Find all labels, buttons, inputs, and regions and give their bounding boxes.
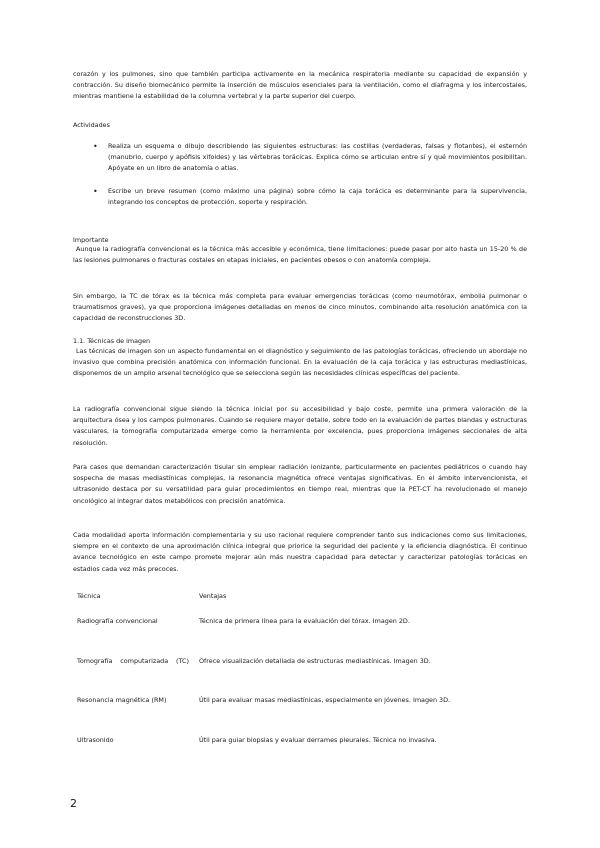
important-paragraph-1: Aunque la radiografía convencional es la técnica más accesible y económica, tiene limitaciones: puede pasar por alto hasta un 15-20 % de las lesiones pulmonares o fracturas costales en etapas iniciales, en pacientes obesos o con anatomía compleja. bbox=[73, 245, 527, 265]
page-number: 2 bbox=[70, 797, 77, 810]
section-paragraph-1: Las técnicas de imagen son un aspecto fundamental en el diagnóstico y seguimiento de las patologías torácicas, ofreciendo un abordaje no invasivo que combina precisión anatómica con información funcional. En la evaluación de la caja torácica y las estructuras mediastínicas, disponemos de un amplio arsenal tecnológico que se selecciona según las necesidades clínicas específicas del paciente. bbox=[73, 347, 527, 378]
section-paragraph-4: Cada modalidad aporta información complementaria y su uso racional requiere comprender tanto sus indicaciones como sus limitaciones, siempre en el contexto de una aproximación clínica integral que priorice la seguridad del paciente y la eficiencia diagnóstica. El continuo avance tecnológico en este campo promete mejorar aún más nuestra capacidad para detectar y caracterizar patologías torácicas en estadios cada vez más precoces. bbox=[73, 531, 527, 573]
table-cell-technique: Ultrasonido bbox=[77, 736, 114, 744]
table-cell-advantage: Ofrece visualización detallada de estructuras mediastínicas. Imagen 3D. bbox=[199, 657, 431, 665]
activity-item-1: Realiza un esquema o dibujo describiendo las siguientes estructuras: las costillas (verdaderas, falsas y flotantes), el esternón (manubrio, cuerpo y apófisis xifoides) y las vértebras torácicas. Explica cómo se articulan entre sí y qué movimientos posibilitan. Apóyate en un libro de anatomía o atlas. bbox=[108, 142, 527, 173]
table-cell-advantage: Útil para guiar biopsias y evaluar derrames pleurales. Técnica no invasiva. bbox=[199, 736, 437, 744]
intro-paragraph: corazón y los pulmones, sino que también participa activamente en la mecánica respiratoria mediante su capacidad de expansión y contracción. Su diseño biomecánico permite la inserción de músculos esenciales para la ventilación, como el diafragma y los intercostales, mientras mantiene la estabilidad de la columna vertebral y la parte superior del cuerpo. bbox=[73, 70, 527, 101]
activities-heading: Actividades bbox=[73, 121, 110, 129]
activity-item-2: Escribe un breve resumen (como máximo una página) sobre cómo la caja torácica es determinante para la supervivencia, integrando los conceptos de protección, soporte y respiración. bbox=[108, 187, 527, 207]
table-cell-technique: Resonancia magnética (RM) bbox=[77, 696, 167, 704]
important-heading: Importante bbox=[73, 236, 109, 244]
table-cell-technique: Radiografía convencional bbox=[77, 617, 158, 625]
table-header-technique: Técnica bbox=[77, 592, 101, 600]
important-paragraph-2: Sin embargo, la TC de tórax es la técnica más completa para evaluar emergencias torácicas (como neumotórax, embolia pulmonar o traumatismos graves), ya que proporciona imágenes detalladas en menos de cinco minutos, combinando alta resolución anatómica con la capacidad de reconstrucciones 3D. bbox=[73, 292, 527, 323]
section-heading: 1.1. Técnicas de imagen bbox=[73, 337, 151, 345]
table-header-advantages: Ventajas bbox=[199, 592, 227, 600]
table-cell-advantage: Útil para evaluar masas mediastínicas, especialmente en jóvenes. Imagen 3D. bbox=[199, 696, 451, 704]
table-cell-technique: Tomografía computarizada (TC) bbox=[77, 657, 189, 665]
table-cell-advantage: Técnica de primera línea para la evaluación del tórax. Imagen 2D. bbox=[199, 617, 410, 625]
section-paragraph-3: Para casos que demandan caracterización tisular sin emplear radiación ionizante, particularmente en pacientes pediátricos o cuando hay sospecha de masas mediastínicas complejas, la resonancia magnética ofrece ventajas significativas. En el ámbito intervencionista, el ultrasonido destaca por su versatilidad para guiar procedimientos en tiempo real, mientras que la PET-CT ha revolucionado el manejo oncológico al integrar datos metabólicos con precisión anatómica. bbox=[73, 463, 527, 505]
bullet-icon: • bbox=[93, 187, 98, 196]
section-paragraph-2: La radiografía convencional sigue siendo la técnica inicial por su accesibilidad y bajo coste, permite una primera valoración de la arquitectura ósea y los campos pulmonares. Cuando se requiere mayor detalle, sobre todo en la evaluación de partes blandas y estructuras vasculares, la tomografía computarizada emerge como la herramienta por excelencia, pues proporciona imágenes seccionales de alta resolución. bbox=[73, 405, 527, 447]
bullet-icon: • bbox=[93, 142, 98, 151]
